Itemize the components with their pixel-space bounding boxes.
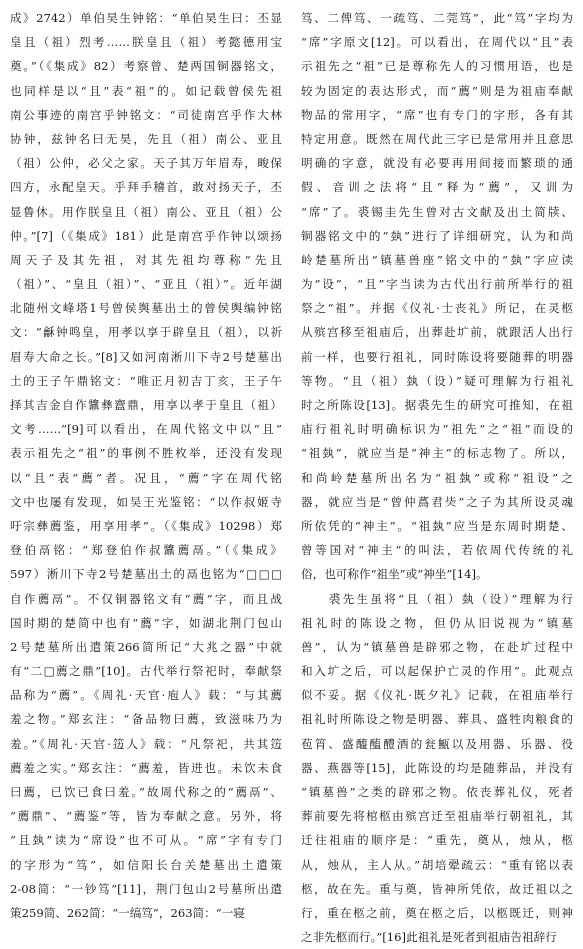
text-line: 协钟，兹钟名曰无昊，先且（祖）南公、亚且 <box>10 131 282 146</box>
text-line: 奠。”（《集成》82）考察曾、楚两国铜器铭文， <box>10 59 282 74</box>
text-line: “薦鼎”、“薦鉴”等，皆为奉献之意。另外，将 <box>10 809 282 824</box>
text-line: 吁宗彝薦鉴，用享用孝”。（《集成》10298）郑 <box>10 518 282 533</box>
text-line: 国时期的楚简中也有“薦”字，如湖北荆门包山 <box>10 615 282 630</box>
text-line: 皇且（祖）烈考……朕皇且（祖）考懿德用宝 <box>10 35 282 50</box>
text-line: 祭之“祖”。并据《仪礼·士丧礼》所记，在灵柩 <box>301 301 573 316</box>
text-line: 祖礼时所陈设之物是明器、葬具、盛牲肉粮食的 <box>301 712 573 727</box>
text-line: 从，烛从，主人从。”胡培翚疏云：“重有铭以表 <box>301 857 573 872</box>
text-line: 四方，永配皇天。乎拜手稽首，敢对扬天子，丕 <box>10 180 282 195</box>
text-line: 薦羞之实。”郑玄注：“薦羞，皆进也。未饮未食 <box>10 760 282 775</box>
text-line: （祖）”、“皇且（祖）”、“亚且（祖）”。近年湖 <box>10 277 282 292</box>
text-line: 柩，故在先。重与奠，皆神所凭依，故迁祖以之 <box>301 881 573 896</box>
text-line: 显鲁休。用作朕皇且（祖）南公、亚且（祖）公 <box>10 204 282 219</box>
text-line: 仲。”[7]（《集成》181）此是南宫乎作钟以颂扬 <box>10 228 282 243</box>
text-line: 俗，也可称作“祖坐”或“神坐”[14]。 <box>301 567 488 582</box>
right-column <box>301 6 573 945</box>
text-line: 2-08简：“一钞笃”[11]，荆门包山2号墓所出遣 <box>10 881 282 896</box>
text-line: 羞之物。”郑玄注：“备品物曰薦，致滋味乃为 <box>10 712 282 727</box>
text-line: 品称为“薦”。《周礼·天官·庖人》载：“与其薦 <box>10 688 282 703</box>
text-line: 行，重在柩之前，奠在柩之后，以柩既迁，则神 <box>301 905 573 920</box>
text-line: 土的王子午鼎铭文：“唯正月初吉丁亥，王子午 <box>10 373 282 388</box>
text-line: 以“且”表“薦”者。况且，“薦”字在周代铭 <box>10 470 282 485</box>
text-line: 器、燕器等[15]，此陈设的均是随葬品，并没有 <box>301 760 573 775</box>
text-line: 和尚岭楚墓所出名为“祖埶”或称“祖设”之 <box>301 470 573 485</box>
text-line: 自作薦鬲”。不仅铜器铭文有“薦”字，而且战 <box>10 591 282 606</box>
text-line: 等物。“且（祖）埶（设）”疑可理解为行祖礼 <box>301 373 573 388</box>
text-line: 有“二□薦之鼎”[10]。古代举行祭祀时，奉献祭 <box>10 664 282 679</box>
text-line: “祖埶”，就应当是“神主”的标志物了。所以， <box>301 446 573 461</box>
text-line: 策259简、262简：“一缟笃”，263简：“一寝 <box>10 905 245 920</box>
text-line: 597）淅川下寺2号楚墓出土的鬲也铭为“□□□ <box>10 567 282 582</box>
text-line: 也同样是以“且”表“祖”的。如记载曾侯先祖 <box>10 83 282 98</box>
text-line: 南公事迹的南宫乎钟铭文：“司徒南宫乎作大林 <box>10 107 282 122</box>
text-line: 文：“龢钟鸣皇，用孝以享于辟皇且（祖），以祈 <box>10 325 282 340</box>
text-line: 曾等国对“神主”的叫法，若依周代传统的礼 <box>301 543 573 558</box>
text-line: “席”字原文[12]。可以看出，在周代以“且”表 <box>301 35 573 50</box>
text-line: 前一样，也要行祖礼，同时陈设将要随葬的明器 <box>301 349 573 364</box>
text-line: 物品的常用字，“席”也有专门的字形，各有其 <box>301 107 573 122</box>
text-line: 的字形为“笃”，如信阳长台关楚墓出土遣策 <box>10 857 282 872</box>
text-line: 眉寿大命之长。”[8]又如河南淅川下寺2号楚墓出 <box>10 349 282 364</box>
text-line: 铜器铭文中的“埶”进行了详细研究，认为和尚 <box>301 228 573 243</box>
text-line: 成》2742）单伯昊生钟铭：“单伯昊生曰：丕显 <box>10 11 282 25</box>
text-line: 和入圹之后，可以起保护亡灵的作用”。此观点 <box>301 664 573 679</box>
text-line: 之非先柩而行。”[16]此祖礼是死者到祖庙告祖辞行 <box>301 930 557 945</box>
text-line: 迁往祖庙的顺序是：“重先，奠从，烛从，柩 <box>301 833 573 848</box>
text-line: 示祖先之“祖”已是尊称先人的习惯用语，也是 <box>301 59 573 74</box>
text-line: 周天子及其先祖，对其先祖均尊称“先且 <box>10 252 282 267</box>
document-page <box>10 6 573 945</box>
text-line: 笃、二俾笃、一疏笃、二莞笃”，此“笃”字均为 <box>301 11 573 25</box>
text-line: 明确的字意，就没有必要再用间接而繁琐的通 <box>301 156 573 171</box>
text-line: 从殡宫移至祖庙后，出葬赴圹前，就跟活人出行 <box>301 325 573 340</box>
text-line: 裘先生虽将“且（祖）埶（设）”理解为行 <box>301 591 573 606</box>
text-line: 文考……”[9]可以看出，在周代铭文中以“且” <box>10 422 282 437</box>
text-line: “且埶”读为“席设”也不可从。“席”字有专门 <box>10 833 282 848</box>
text-line: 择其吉金自作䵼彝齍鼎，用享以孝于皇且（祖） <box>10 398 282 412</box>
text-line: 岭楚墓所出“镇墓兽座”铭文中的“埶”字应读 <box>301 252 573 267</box>
text-line: 特定用意。既然在周代此三字已是常用并且意思 <box>301 131 573 146</box>
text-line: 苞筲、盛醯醢醴酒的瓮甒以及用器、乐器、役 <box>301 736 573 751</box>
text-line: 较为固定的表达形式，而“薦”则是为祖庙奉献 <box>301 83 573 98</box>
text-line: 羞。”《周礼·天官·笾人》载：“凡祭祀，共其笾 <box>10 736 282 751</box>
text-line: 庙行祖礼时明确标识为“祖先”之“祖”而设的 <box>301 422 573 437</box>
text-line: 祖礼时的陈设之物，但仍从旧说视为“镇墓 <box>301 615 573 630</box>
text-line: 登伯鬲铭：“郑登伯作叔䵼薦鬲。”（《集成》 <box>10 543 282 558</box>
text-line: 北随州文峰塔1号曾侯舆墓出土的曾侯舆编钟铭 <box>10 301 282 316</box>
text-line: 似不妥。据《仪礼·既夕礼》记载，在祖庙举行 <box>301 688 573 703</box>
text-line: 葬前要先将棺柩由殡宫迁至祖庙举行朝祖礼，其 <box>301 809 573 824</box>
text-line: （祖）公仲，必父之家。天子其万年眉寿，畯保 <box>10 156 282 171</box>
text-line: 为“设”，“且”字当读为古代出行前所举行的祖 <box>301 277 573 292</box>
text-line: 时之所陈设[13]。据裘先生的研究可推知，在祖 <box>301 398 573 412</box>
text-line: 表示祖先之“祖”的事例不胜枚举，还没有发现 <box>10 446 282 461</box>
text-line: 器，就应当是“曾仲蔿君𦬦”之子为其所设灵魂 <box>301 494 573 509</box>
text-line: “镇墓兽”之类的辟邪之物。依丧葬礼仪，死者 <box>301 785 573 799</box>
text-line: 所依凭的“神主”。“祖埶”应当是东周时期楚、 <box>301 518 573 533</box>
text-line: 文中也屡有发现，如吴王光鉴铭：“以作叔姬寺 <box>10 494 282 509</box>
left-column <box>10 6 282 920</box>
text-line: 兽”，认为“镇墓兽是辟邪之物，在赴圹过程中 <box>301 639 573 654</box>
text-line: 假、音训之法将“且”释为“薦”，又训为 <box>301 180 573 195</box>
text-line: 2号楚墓所出遣策266简所记“大兆之器”中就 <box>10 639 282 654</box>
text-line: 曰薦，已饮已食曰羞。”故周代称之的“薦鬲”、 <box>10 785 282 799</box>
text-line: “席”了。裘锡圭先生曾对古文献及出土简牍、 <box>301 204 573 219</box>
